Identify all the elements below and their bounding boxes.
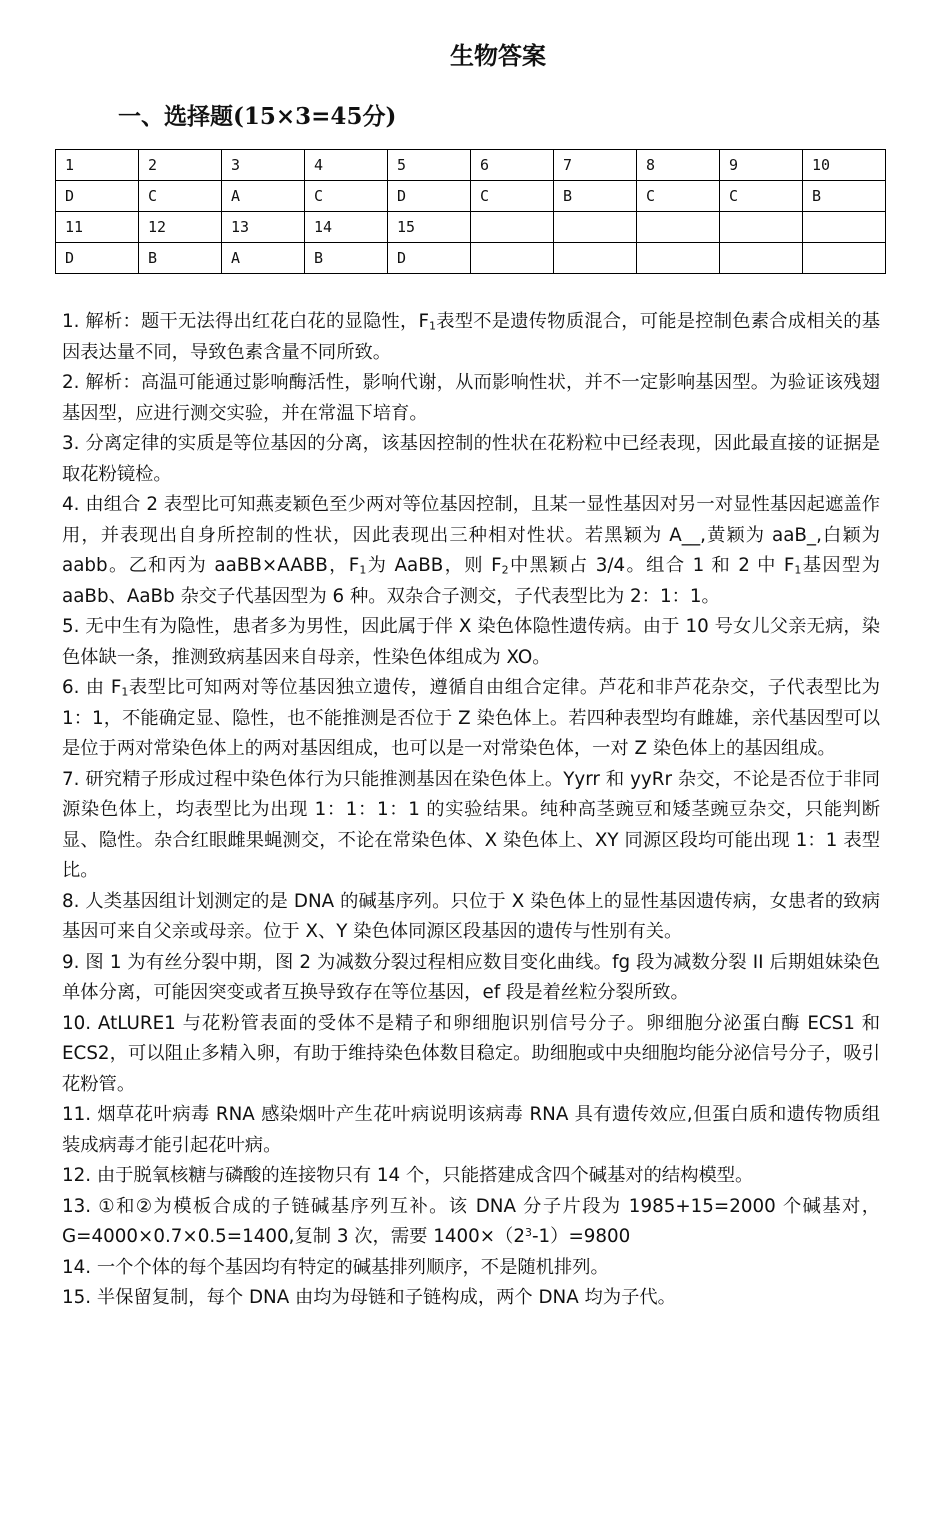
table-row	[56, 212, 886, 243]
table-cell: C	[471, 181, 554, 212]
explanation-text: 为 AaBB，则 F	[366, 555, 502, 576]
explanation-item	[62, 887, 880, 948]
explanation-text: 10. AtLURE1 与花粉管表面的受体不是精子和卵细胞识别信号分子。卵细胞分泌蛋白酶 ECS1 和 ECS2，可以阻止多精入卵，有助于维持染色体数目稳定。助细胞或中央细胞均能分泌信号分子，吸引花粉管。	[62, 1012, 880, 1095]
table-cell: 10	[803, 150, 886, 181]
table-cell	[720, 212, 803, 243]
table-cell: 2	[139, 150, 222, 181]
subscript: 1	[121, 685, 129, 699]
explanation-text: 15. 半保留复制，每个 DNA 由均为母链和子链构成，两个 DNA 均为子代。	[62, 1287, 676, 1308]
table-cell: C	[305, 181, 388, 212]
explanation-item	[62, 429, 880, 490]
section-heading: 一、选择题(15×3=45分)	[118, 103, 397, 130]
table-cell: A	[222, 243, 305, 274]
explanation-text: 4. 由组合 2 表型比可知燕麦颖色至少两对等位基因控制，且某一显性基因对另一对显性基因起遮盖作用，并表现出自身所控制的性状，因此表现出三种相对性状。若黑颖为 A__,黄颖为 aaB_,白颖为 aabb。乙和丙为 aaBB×AABB，F	[62, 494, 880, 576]
table-cell: 5	[388, 150, 471, 181]
table-cell: 15	[388, 212, 471, 243]
explanation-item	[62, 673, 880, 765]
table-cell: C	[139, 181, 222, 212]
table-cell: 4	[305, 150, 388, 181]
subscript: 1	[359, 563, 367, 577]
explanation-item	[62, 368, 880, 429]
subscript: 1	[794, 563, 802, 577]
table-cell	[637, 243, 720, 274]
table-cell: 14	[305, 212, 388, 243]
table-cell: C	[720, 181, 803, 212]
table-cell: D	[388, 181, 471, 212]
table-cell: D	[56, 181, 139, 212]
explanation-item	[62, 1283, 880, 1314]
table-cell	[471, 243, 554, 274]
explanation-text: 5. 无中生有为隐性，患者多为男性，因此属于伴 X 染色体隐性遗传病。由于 10 号女儿父亲无病，染色体缺一条，推测致病基因来自母亲，性染色体组成为 XO。	[62, 616, 880, 668]
table-cell: D	[56, 243, 139, 274]
explanation-item	[62, 948, 880, 1009]
table-row	[56, 243, 886, 274]
explanation-text: 9. 图 1 为有丝分裂中期，图 2 为减数分裂过程相应数目变化曲线。fg 段为减数分裂 II 后期姐妹染色单体分离，可能因突变或者互换导致存在等位基因，ef 段是着丝粒分裂所致。	[62, 951, 880, 1003]
explanation-text: -1）=9800	[531, 1226, 631, 1247]
subscript: 2	[501, 563, 509, 577]
explanation-item	[62, 307, 880, 368]
table-cell	[720, 243, 803, 274]
explanation-text: 2. 解析：高温可能通过影响酶活性，影响代谢，从而影响性状，并不一定影响基因型。为验证该残翅基因型，应进行测交实验，并在常温下培育。	[62, 372, 880, 424]
explanation-text: 1. 解析：题干无法得出红花白花的显隐性，F	[62, 311, 429, 332]
table-cell: 3	[222, 150, 305, 181]
explanation-text: 6. 由 F	[62, 677, 122, 698]
explanation-item	[62, 612, 880, 673]
table-cell: C	[637, 181, 720, 212]
explanation-item	[62, 765, 880, 887]
table-cell: 7	[554, 150, 637, 181]
explanation-item	[62, 1100, 880, 1161]
table-cell: 9	[720, 150, 803, 181]
explanation-text: 表型不是遗传物质混合，可能是控制色素合成相关的基因表达量不同，导致色素含量不同所致。	[62, 311, 880, 363]
table-cell: 13	[222, 212, 305, 243]
table-cell: B	[139, 243, 222, 274]
explanations-list	[62, 307, 880, 1314]
explanation-item	[62, 1253, 880, 1284]
table-cell: B	[803, 181, 886, 212]
table-cell	[803, 243, 886, 274]
table-cell: 12	[139, 212, 222, 243]
superscript: 3	[524, 1225, 532, 1239]
subscript: 1	[429, 319, 436, 333]
explanation-text: 12. 由于脱氧核糖与磷酸的连接物只有 14 个，只能搭建成含四个碱基对的结构模型。	[62, 1165, 754, 1186]
explanation-text: 7. 研究精子形成过程中染色体行为只能推测基因在染色体上。Yyrr 和 yyRr 杂交，不论是否位于非同源染色体上，均表型比为出现 1：1：1：1 的实验结果。纯种高茎豌豆和矮茎豌豆杂交，只能判断显、隐性。杂合红眼雌果蝇测交，不论在常染色体、X 染色体上、XY 同源区段均可能出现 1：1 表型比。	[62, 768, 880, 881]
table-cell	[554, 243, 637, 274]
explanation-text: 11. 烟草花叶病毒 RNA 感染烟叶产生花叶病说明该病毒 RNA 具有遗传效应,但蛋白质和遗传物质组装成病毒才能引起花叶病。	[62, 1104, 880, 1156]
table-cell: 1	[56, 150, 139, 181]
table-cell	[471, 212, 554, 243]
explanation-text: 表型比可知两对等位基因独立遗传，遵循自由组合定律。芦花和非芦花杂交，子代表型比为 1：1，不能确定显、隐性，也不能推测是否位于 Z 染色体上。若四种表型均有雌雄，亲代基因型可以是位于两对常染色体上的两对基因组成，也可以是一对常染色体，一对 Z 染色体上的基因组成。	[62, 677, 880, 759]
table-cell	[803, 212, 886, 243]
table-cell	[637, 212, 720, 243]
table-cell: D	[388, 243, 471, 274]
table-cell: A	[222, 181, 305, 212]
explanation-item	[62, 1192, 880, 1253]
table-row	[56, 150, 886, 181]
explanation-text: 13. ①和②为模板合成的子链碱基序列互补。该 DNA 分子片段为 1985+15=2000 个碱基对，G=4000×0.7×0.5=1400,复制 3 次，需要 1400×（2	[62, 1195, 880, 1247]
table-row	[56, 181, 886, 212]
explanation-item	[62, 1161, 880, 1192]
table-cell: B	[554, 181, 637, 212]
explanation-item	[62, 490, 880, 612]
table-cell	[554, 212, 637, 243]
explanation-text: 基因型为 aaBb、AaBb 杂交子代基因型为 6 种。双杂合子测交，子代表型比为 2：1：1。	[62, 555, 880, 607]
explanation-text: 中黑颖占 3/4。组合 1 和 2 中 F	[508, 555, 795, 576]
answer-table	[55, 149, 886, 274]
explanation-text: 3. 分离定律的实质是等位基因的分离，该基因控制的性状在花粉粒中已经表现，因此最直接的证据是取花粉镜检。	[62, 433, 880, 485]
table-cell: 8	[637, 150, 720, 181]
table-cell: 6	[471, 150, 554, 181]
table-cell: 11	[56, 212, 139, 243]
explanation-text: 14. 一个个体的每个基因均有特定的碱基排列顺序，不是随机排列。	[62, 1256, 609, 1278]
explanation-text: 8. 人类基因组计划测定的是 DNA 的碱基序列。只位于 X 染色体上的显性基因遗传病，女患者的致病基因可来自父亲或母亲。位于 X、Y 染色体同源区段基因的遗传与性别有关。	[62, 890, 880, 942]
explanation-item	[62, 1009, 880, 1101]
table-cell: B	[305, 243, 388, 274]
page-title: 生物答案	[450, 42, 546, 70]
